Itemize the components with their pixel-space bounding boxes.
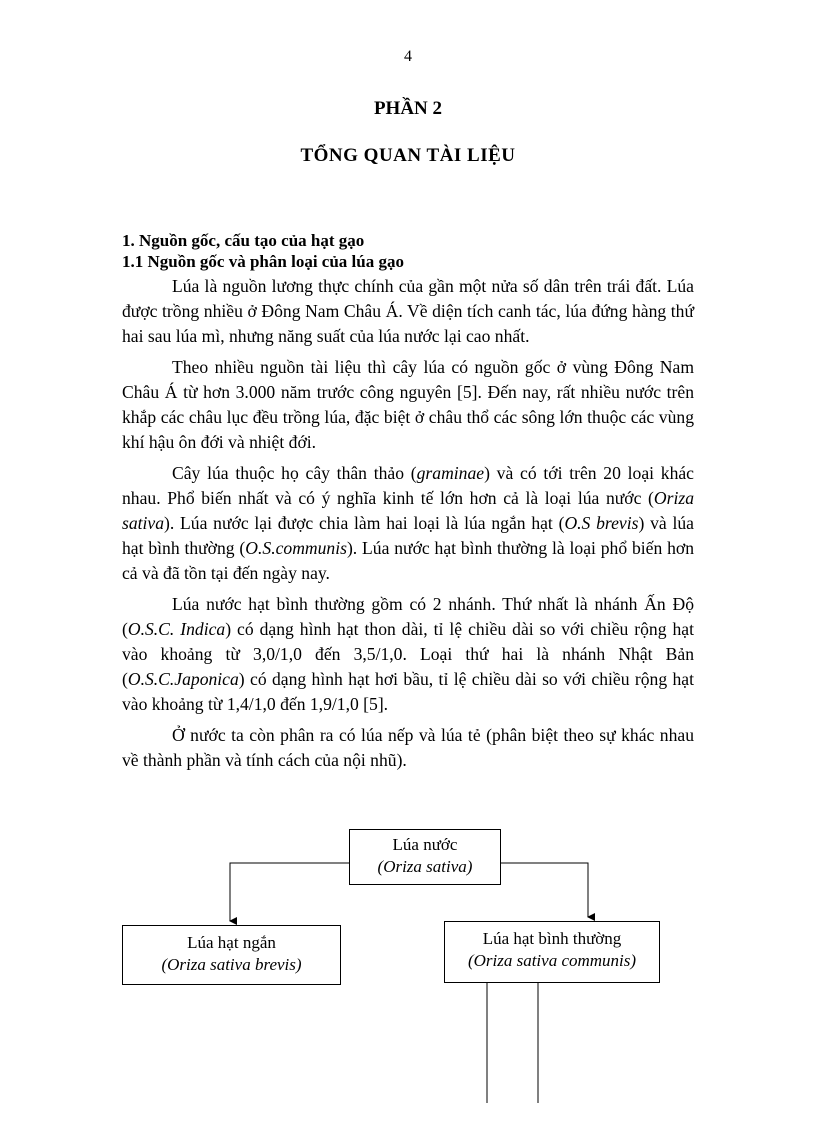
italic-term: Oriza sativa <box>122 488 694 533</box>
node-title: Lúa hạt bình thường <box>482 929 622 948</box>
text-run: ). Lúa nước lại được chia làm hai loại là lúa ngắn hạt ( <box>164 513 565 533</box>
node-root <box>349 829 501 885</box>
paragraph-5: Ở nước ta còn phân ra có lúa nếp và lúa tẻ (phân biệt theo sự khác nhau về thành phần và tính cách của nội nhũ). <box>122 725 694 770</box>
node-normal-grain <box>444 921 660 983</box>
text-run: ) và có tới trên 20 loại khác nhau. Phổ biến nhất và có ý nghĩa kinh tế lớn hơn cả là loại lúa nước ( <box>122 463 694 508</box>
connector-left <box>230 863 349 921</box>
node-latin: (Oriza sativa) <box>377 857 473 876</box>
part-title: PHẦN 2 <box>373 98 443 119</box>
subsection-heading: 1.1 Nguồn gốc và phân loại của lúa gạo <box>122 252 404 271</box>
italic-term: graminae <box>416 463 485 483</box>
text-run: ). Lúa nước hạt bình thường là loại phổ biến hơn cả và đã tồn tại đến ngày nay. <box>122 538 695 583</box>
node-latin: (Oriza sativa brevis) <box>161 955 302 974</box>
text-run: ) và lúa hạt bình thường ( <box>122 513 694 558</box>
italic-term: O.S brevis <box>564 513 639 533</box>
italic-term: O.S.C.Japonica <box>127 669 239 689</box>
node-short-grain <box>122 925 341 985</box>
section-heading: 1. Nguồn gốc, cấu tạo của hạt gạo <box>122 231 365 250</box>
node-title: Lúa hạt ngắn <box>187 933 276 952</box>
italic-term: O.S.C. Indica <box>127 619 226 639</box>
paragraph-1: Lúa là nguồn lương thực chính của gần một nửa số dân trên trái đất. Lúa được trồng nhiều ở Đông Nam Châu Á. Về diện tích canh tác, lúa đứng hàng thứ hai sau lúa mì, nhưng năng suất của lúa nước lại cao nhất. <box>122 276 694 346</box>
text-run: Cây lúa thuộc họ cây thân thảo ( <box>172 463 417 483</box>
paragraph-2: Theo nhiều nguồn tài liệu thì cây lúa có nguồn gốc ở vùng Đông Nam Châu Á từ hơn 3.000 năm trước công nguyên [5]. Đến nay, rất nhiều nước trên khắp các châu lục đều trồng lúa, đặc biệt ở châu thổ các sông lớn thuộc các vùng khí hậu ôn đới và nhiệt đới. <box>122 357 694 452</box>
text-run: ) có dạng hình hạt hơi bầu, tỉ lệ chiều dài so với chiều rộng hạt vào khoảng từ 1,4/1,0 đến 1,9/1,0 [5]. <box>122 669 694 714</box>
node-latin: (Oriza sativa communis) <box>467 951 637 970</box>
page-number: 4 <box>404 48 412 65</box>
text-run: ) có dạng hình hạt thon dài, tỉ lệ chiều dài so với chiều rộng hạt vào khoảng từ 3,0/1,0 đến 3,5/1,0. Loại thứ hai là nhánh Nhật Bản ( <box>122 619 694 689</box>
document-title: TỔNG QUAN TÀI LIỆU <box>300 145 516 166</box>
text-run: Lúa nước hạt bình thường gồm có 2 nhánh. Thứ nhất là nhánh Ấn Độ ( <box>122 594 694 639</box>
connector-right <box>501 863 588 917</box>
node-title: Lúa nước <box>392 835 458 854</box>
italic-term: O.S.communis <box>245 538 347 558</box>
